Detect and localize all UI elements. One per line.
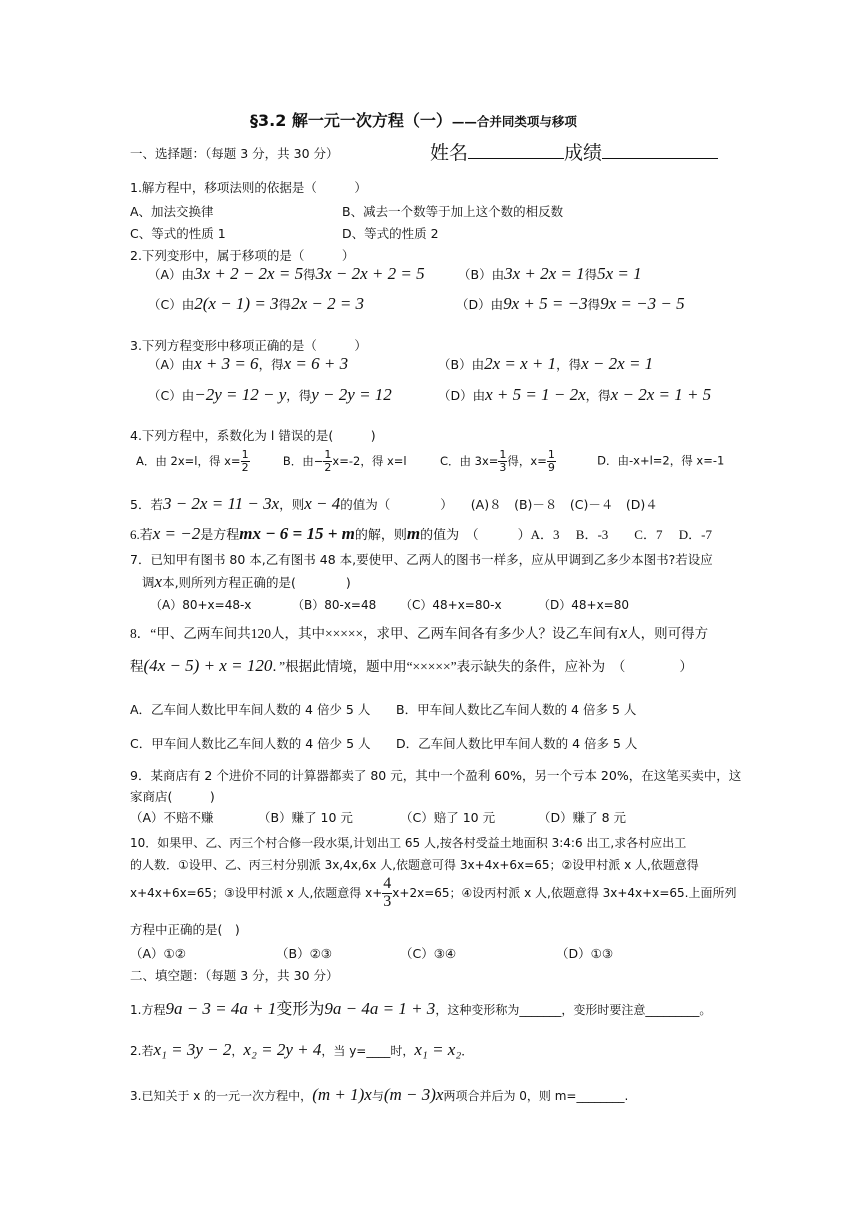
q10-frac <box>382 876 392 911</box>
f2-mid2: 时， <box>390 1044 415 1058</box>
f2-eq2: x₂ = 2y + 4 <box>243 1040 322 1059</box>
q5-post: 的值为（ ） <box>340 497 453 512</box>
q3-a-pre: （A）由 <box>148 357 195 372</box>
q4-c-text: C．由 3x= <box>439 453 499 468</box>
q3-option-b <box>438 354 653 374</box>
q3-d-eq1: x + 5 = 1 − 2x <box>485 385 586 404</box>
q2-a-pre: （A）由 <box>148 267 195 282</box>
f2-comma: ， <box>231 1044 244 1058</box>
q3-a-eq1: x + 3 = 6 <box>194 354 259 373</box>
q3-c-pre: （C）由 <box>148 388 195 403</box>
f1-pre: 1.方程 <box>130 1003 166 1017</box>
q10-frac-den: 3 <box>383 892 392 910</box>
f2-mid: ，当 y= <box>321 1044 367 1058</box>
f2-eq1: x₁ = 3y − 2 <box>153 1040 232 1059</box>
q4-option-c <box>439 448 556 474</box>
q2-option-a <box>148 264 425 284</box>
q4-c-den2: 9 <box>547 460 555 474</box>
q3-option-d <box>438 385 711 405</box>
q4-c-num1: 1 <box>499 448 507 461</box>
score-label: 成绩 <box>564 142 603 164</box>
f1-mid: 变形为 <box>276 1001 325 1018</box>
q9-option-a: （A）不赔不赚 <box>130 810 214 825</box>
q7-line1: 7．已知甲有图书 80 本,乙有图书 48 本,要使甲、乙两人的图书一样多，应从甲调到乙多少本图书?若设应 <box>130 552 713 567</box>
q1-option-c: C、等式的性质 1 <box>130 226 226 241</box>
q6-eq2: mx − 6 = 15 + m <box>239 524 355 543</box>
q6-mid2: 的解，则 <box>354 527 407 542</box>
q7-option-d: （D）48+x=80 <box>538 598 629 612</box>
q5-pre: 5．若 <box>130 497 163 512</box>
q6-pre: 6.若 <box>130 527 153 542</box>
q6-post: 的值为 （ ） <box>420 527 531 542</box>
q5-options: (A)８ (B)－８ (C)－４ (D)４ <box>470 497 658 512</box>
q2-option-c <box>148 294 364 314</box>
q8-l2-post: ．”根据此情境，题中用“×××××”表示缺失的条件，应补为 （ ） <box>272 659 693 674</box>
q4-a-den: 2 <box>241 460 249 474</box>
q2-b-mid: 得 <box>584 267 598 282</box>
q9-option-d: （D）赚了 8 元 <box>538 810 627 825</box>
f1-post: ，这种变形称为 <box>435 1003 520 1017</box>
q9-line2: 家商店( ) <box>130 789 215 804</box>
q2-d-eq2: 9x = −3 − 5 <box>600 294 685 313</box>
q5-expr: x − 4 <box>304 494 341 513</box>
q3-c-eq1: −2y = 12 − y <box>194 385 287 404</box>
q4-c-mid: 得，x= <box>507 453 547 468</box>
f1-post2: ，变形时要注意 <box>561 1003 646 1017</box>
q2-b-eq2: 5x = 1 <box>597 264 642 283</box>
q8-line1 <box>130 622 708 643</box>
q2-c-eq1: 2(x − 1) = 3 <box>194 294 279 313</box>
q2-d-pre: （D）由 <box>456 297 504 312</box>
f2-blank-y[interactable]: ____ <box>366 1044 391 1058</box>
q2-c-pre: （C）由 <box>148 297 195 312</box>
q2-a-mid: 得 <box>303 267 316 282</box>
q7-option-b: （B）80-x=48 <box>292 598 377 612</box>
fill2-line <box>130 1040 473 1060</box>
q2-option-d <box>456 294 685 314</box>
section-choice-heading: 一、选择题：（每题 3 分，共 30 分） <box>130 146 339 161</box>
q8-option-a: A．乙车间人数比甲车间人数的 4 倍少 5 人 <box>130 702 371 717</box>
q4-a-frac <box>241 449 250 473</box>
q3-d-pre: （D）由 <box>438 388 486 403</box>
q3-b-pre: （B）由 <box>438 357 485 372</box>
score-blank[interactable] <box>602 144 718 159</box>
f3-mid: 与 <box>371 1089 384 1103</box>
q10-l3-post: x+2x=65；④设丙村派 x 人,依题意得 3x+4x+x=65.上面所列 <box>392 885 737 900</box>
q3-a-eq2: x = 6 + 3 <box>283 354 349 373</box>
f3-end: . <box>624 1089 629 1103</box>
f1-blank-name[interactable]: _______ <box>519 1003 562 1017</box>
q10-option-a: （A）①② <box>130 946 186 961</box>
q2-option-b <box>458 264 642 284</box>
f2-pre: 2.若 <box>130 1044 154 1058</box>
q1-option-a: A、加法交换律 <box>130 204 214 219</box>
q6-line <box>130 524 712 544</box>
q4-a-text: A．由 2x=l，得 x= <box>136 453 241 468</box>
q4-b-den: 2 <box>324 460 332 474</box>
q8-option-b: B．甲车间人数比乙车间人数的 4 倍多 5 人 <box>396 702 637 717</box>
q8-l1-pre: 8．“甲、乙两车间共120人，其中×××××，求甲、乙两车间各有多少人？设乙车间有 <box>130 626 620 641</box>
f3-term1: (m + 1)x <box>312 1085 372 1104</box>
q2-a-eq2: 3x − 2x + 2 = 5 <box>315 264 425 283</box>
q8-option-c: C．甲车间人数比乙车间人数的 4 倍少 5 人 <box>130 736 371 751</box>
f3-post: 两项合并后为 0，则 m= <box>443 1089 577 1103</box>
q2-d-eq1: 9x + 5 = −3 <box>503 294 588 313</box>
f3-pre: 3.已知关于 x 的一元一次方程中， <box>130 1089 313 1103</box>
q10-option-d: （D）①③ <box>556 946 614 961</box>
f3-term2: (m − 3)x <box>383 1085 444 1104</box>
q5-eq: 3 − 2x = 11 − 3x <box>162 494 280 513</box>
q1-option-d: D、等式的性质 2 <box>342 226 439 241</box>
name-blank[interactable] <box>468 144 564 159</box>
q4-options <box>136 449 724 473</box>
q6-mid: 是方程 <box>200 527 240 542</box>
q6-options: A．3 B．-3 C．7 D．-7 <box>530 527 712 542</box>
q1-stem: 1.解方程中，移项法则的依据是（ ） <box>130 180 367 195</box>
q2-stem: 2.下列变形中，属于移项的是（ ） <box>130 248 355 263</box>
f1-end: 。 <box>699 1003 712 1017</box>
q10-frac-num: 4 <box>383 875 392 892</box>
f3-blank-m[interactable]: ________ <box>576 1089 625 1103</box>
fill3-line <box>130 1085 628 1105</box>
q10-l3-pre: x+4x+6x=65；③设甲村派 x 人,依题意得 x+ <box>130 885 383 900</box>
name-label: 姓名 <box>430 142 469 164</box>
title-main: §3.2 解一元一次方程（一） <box>250 111 452 130</box>
section-fill-heading: 二、填空题：（每题 3 分，共 30 分） <box>130 968 339 983</box>
q8-l2-pre: 程 <box>130 659 144 674</box>
q9-option-c: （C）赔了 10 元 <box>400 810 496 825</box>
q2-c-mid: 得 <box>278 297 292 312</box>
q3-c-mid: ，得 <box>286 388 312 403</box>
q2-a-eq1: 3x + 2 − 2x = 5 <box>194 264 304 283</box>
q3-option-c <box>148 385 392 405</box>
q6-eq1: x = −2 <box>152 524 201 543</box>
f1-eq2: 9a − 4a = 1 + 3 <box>324 999 436 1018</box>
q4-b-post: x=-2，得 x=l <box>332 453 407 468</box>
q8-option-d: D．乙车间人数比甲车间人数的 4 倍多 5 人 <box>396 736 638 751</box>
page-title <box>250 108 577 131</box>
q2-c-eq2: 2x − 2 = 3 <box>291 294 365 313</box>
q5-line <box>130 494 658 514</box>
q8-l1-post: 人，则可得方 <box>627 626 709 641</box>
q10-line2: 的人数．①设甲、乙、丙三村分别派 3x,4x,6x 人,依题意可得 3x+4x+6x=65；②设甲村派 x 人,依题意得 <box>130 858 699 872</box>
q4-c-den1: 3 <box>499 460 507 474</box>
q10-line1: 10．如果甲、乙、丙三个村合修一段水渠,计划出工 65 人,按各村受益土地面积 3:4:6 出工,求各村应出工 <box>130 836 687 850</box>
q7-l2-pre: 调 <box>142 575 155 590</box>
q4-c-frac2 <box>547 449 556 473</box>
q10-line3 <box>130 876 736 911</box>
f1-blank-note[interactable]: _________ <box>645 1003 700 1017</box>
q10-option-c: （C）③④ <box>400 946 457 961</box>
q4-b-text: B．由− <box>282 453 324 468</box>
f2-end: ． <box>461 1044 474 1058</box>
q4-option-d: D．由-x+l=2，得 x=-1 <box>597 453 725 468</box>
q9-option-b: （B）赚了 10 元 <box>258 810 353 825</box>
q3-b-eq1: 2x = x + 1 <box>484 354 557 373</box>
q8-line2 <box>130 655 693 676</box>
q7-option-a: （A）80+x=48-x <box>150 598 252 612</box>
q3-d-eq2: x − 2x = 1 + 5 <box>610 385 712 404</box>
q7-var-x: x <box>154 572 163 591</box>
q1-option-b: B、减去一个数等于加上这个数的相反数 <box>342 204 564 219</box>
q4-option-b <box>282 448 407 474</box>
q4-option-a <box>136 448 250 474</box>
f1-eq1: 9a − 3 = 4a + 1 <box>165 999 277 1018</box>
q2-b-eq1: 3x + 2x = 1 <box>504 264 585 283</box>
name-field[interactable] <box>430 138 718 165</box>
q9-line1: 9．某商店有 2 个进价不同的计算器都卖了 80 元，其中一个盈利 60%，另一个亏本 20%，在这笔买卖中，这 <box>130 768 742 783</box>
q3-a-mid: ，得 <box>258 357 284 372</box>
q4-c-num2: 1 <box>547 448 555 461</box>
q3-option-a <box>148 354 348 374</box>
q2-d-mid: 得 <box>587 297 601 312</box>
q6-var-m: m <box>406 524 421 543</box>
fill1-line <box>130 996 711 1019</box>
q3-d-mid: ，得 <box>585 388 611 403</box>
q8-equation: (4x − 5) + x = 120 <box>143 656 273 675</box>
q5-mid: ，则 <box>279 497 305 512</box>
q4-stem: 4.下列方程中，系数化为 l 错误的是( ) <box>130 428 376 443</box>
q3-b-mid: ，得 <box>556 357 582 372</box>
q2-b-pre: （B）由 <box>458 267 505 282</box>
q3-c-eq2: y − 2y = 12 <box>311 385 392 404</box>
q4-b-num: 1 <box>324 448 332 461</box>
q3-b-eq2: x − 2x = 1 <box>581 354 654 373</box>
q7-l2-post: 本,则所列方程正确的是( ) <box>162 575 351 590</box>
q10-line4: 方程中正确的是( ) <box>130 922 240 937</box>
q4-a-num: 1 <box>241 448 249 461</box>
f2-eq3: x₁ = x₂ <box>414 1040 462 1059</box>
title-subtitle: ——合并同类项与移项 <box>451 114 577 129</box>
q7-line2 <box>142 572 351 592</box>
q3-stem: 3.下列方程变形中移项正确的是（ ） <box>130 338 367 353</box>
q7-option-c: （C）48+x=80-x <box>400 598 502 612</box>
q10-option-b: （B）②③ <box>276 946 332 961</box>
q8-var-x: x <box>619 623 628 642</box>
